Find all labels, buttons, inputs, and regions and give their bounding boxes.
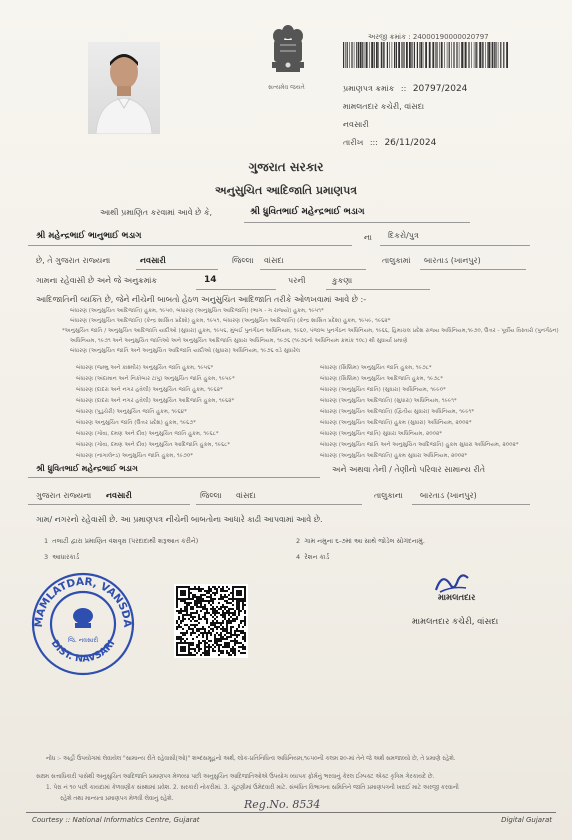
emblem-caption: સત્યમેવ જયતે — [268, 84, 305, 91]
intro-text: આથી પ્રમાણિત કરવામાં આવે છે કે, — [100, 208, 213, 217]
district-value: નવસારી — [140, 256, 166, 265]
issuing-district: નવસારી — [343, 120, 369, 129]
residence-village-value: બારતાડ (ખાનપુર) — [420, 491, 477, 500]
note-line: રહેશે તથા માન્યતા પ્રમાણપત્ર મેળવી લેવાનું રહેશે. — [60, 796, 174, 802]
applicant-photo — [88, 42, 160, 134]
government-title: ગુજરાત સરકાર — [248, 160, 324, 174]
relation-value: દિકરો/પુત્ર — [388, 231, 419, 240]
authority-office: મામલતદાર કચેરી, વાંસદા — [412, 617, 499, 627]
order-item: બંધારણ (પુડુચેરી) અનુસુચિત જાતિ હુકમ, ૧૯૬૪* — [76, 409, 187, 415]
note-text: નોંધ :- અહીં ઉપયોગમાં લેવાયેલ "સામાન્ય રીતે રહેવાસી(ઓ)" શબ્દસમૂહનો અર્થ, લોક-પ્રતિનિધિત્વ અધિનિયમ,૧૯૫૦ની કલમ ૨૦-માં તેને જે અર્થ સમજાવ્યો છે, તે પ્રમાણે રહેશે. — [46, 756, 456, 762]
authority-title: મામલતદાર — [438, 593, 476, 603]
basis-item: 4 રેશન કાર્ડ — [296, 553, 330, 561]
issuing-office: મામલતદાર કચેરી, વાંસદા — [343, 102, 425, 111]
order-item: બંધારણ (અનુસુચિત આદિજાતિ) (દ્વિતીય સુધારા) અધિનિયમ, ૧૯૯૧* — [320, 409, 475, 415]
residence-district-value: નવસારી — [106, 491, 132, 500]
order-item: બંધારણ (અંદામાન અને નિકોબાર ટાપુ) અનુસુચિત જાતિ હુકમ, ૧૯૫૯* — [76, 376, 235, 382]
order-item: બંધારણ (અનુસુચિત આદિજાતિ) હુકમ સુધારા અધિનિયમ, ૨૦૦૨* — [320, 453, 468, 459]
order-item: બંધારણ (અનુસુચિત જાતિ) સુધારા અધિનિયમ, ૨૦૦૨* — [320, 431, 443, 437]
basis-text: ગામ/ નગરનો રહેવાસી છે. આ પ્રમાણપત્ર નીચેની બાબતોના આધારે કાઢી આપવામાં આવે છે. — [36, 515, 323, 524]
order-item: બંધારણ (ગોવા, દમણ અને દીવ) અનુસુચિત જાતિ હુકમ, ૧૯૬૮* — [76, 431, 219, 437]
issue-date-label: તારીખ — [343, 138, 364, 147]
orders-left — [76, 365, 235, 464]
tribe-value: કુકણા — [332, 276, 353, 285]
residence-person-name: શ્રી ધ્રુવિતભાઈ મહેન્દ્રભાઈ ભડાગ — [36, 464, 138, 473]
resident-text: ગામના રહેવાસી છે અને જે અનુક્રમાંક — [36, 276, 158, 285]
residence-mid-text: અને અથવા તેની / તેણીનો પરિવાર સામાન્ય રીતે — [332, 465, 486, 474]
orders-right — [320, 365, 519, 464]
taluka-value: વાંસદા — [264, 256, 284, 265]
issue-date-value: 26/11/2024 — [384, 138, 437, 148]
note-line: 1. પેરા નં ૧૦ પછી કાયદામાં કેળવણીક સંસ્થામાં પ્રવેશ. 2. સરકારી નોકરીમાં. 3. ચૂંટણીમાં ઉમેદવારી માટે. સંબંધિત વિભાગના સમિતિને જાતિ પ્રમાણપત્રની ખરાઈ માટે અરજી કરવાની — [46, 785, 459, 791]
order-item: બંધારણ (નાગાલેન્ડ) અનુસુચિત જાતિ હુકમ, ૧૯૭૦* — [76, 453, 194, 459]
father-name: શ્રી મહેન્દ્રભાઈ ભાનુભાઈ ભડાગ — [36, 231, 142, 241]
district-label: જિલ્લા — [232, 256, 254, 265]
order-item: બંધારણ (સિક્કિમ) અનુસુચિત જાતિ હુકમ, ૧૯૭૮* — [320, 365, 432, 371]
basis-item: 3 આધારકાર્ડ — [44, 553, 80, 561]
serial-number: 14 — [204, 275, 217, 285]
handwritten-registration: Reg.No. 8534 — [244, 798, 321, 811]
issue-date: તારીખ ::: 26/11/2024 — [343, 138, 437, 148]
residence-taluka-value: વાંસદા — [236, 491, 256, 500]
order-item: બંધારણ (દાદરા અને નગર હવેલી) અનુસુચિત આદિજાતિ હુકમ, ૧૯૬૨* — [76, 398, 235, 404]
barcode — [343, 42, 511, 68]
orders-top — [62, 308, 559, 358]
taluka-label: તાલુકામાં — [382, 256, 411, 265]
certificate-number-label: પ્રમાણપત્ર ક્રમાંક — [343, 84, 395, 93]
order-item: બંધારણ (સિક્કિમ) અનુસુચિત આદિજાતિ હુકમ, ૧૯૭૮* — [320, 376, 444, 382]
footer-brand: Digital Gujarat — [501, 816, 552, 824]
seal-top-text: MAMLATDAR, VANSDA — [32, 575, 134, 628]
order-item: અધિનિયમ, ૧૯૭૧ અને અનુસુચિત જાતિઓ અને અનુસુચિત આદિજાતિ સુધારા અધિનિયમ, ૧૯૭૬ (૧૯૭૬નો અધિનિયમ ક્રમાંક ૧૦૮) થી સુધાર્યા પ્રમાણે — [70, 338, 408, 344]
request-number — [368, 33, 489, 42]
order-item: બંધારણ (અનુસુચિત આદિજાતિ) હુકમ (સુધારા) અધિનિયમ, ૨૦૦૨* — [320, 420, 472, 426]
state-text: છે, તે ગુજરાત રાજ્યના — [36, 256, 111, 265]
footer-courtesy: Courtesy :: National Informatics Centre, Gujarat — [32, 816, 200, 824]
order-item: *અનુસુચિત જાતિ / અનુસુચિત આદિજાતિ યાદીઓ (સુધારા) હુકમ, ૧૯૫૬, મુંબઈ પુનર્ગઠન અધિનિયમ, ૧૯૬૦, પંજાબ પુનર્ગઠન અધિનિયમ, ૧૯૬૬, હિમાચલ પ્રદેશ રાજ્ય અધિનિયમ,૧૯૭૦, ઉત્તર - પૂર્વીય વિસ્તારો (પુનર્ગઠન) — [62, 328, 559, 334]
order-item: બંધારણ (જમ્મુ અને કાશ્મીર) અનુસુચિત જાતિ હુકમ, ૧૯૫૬* — [76, 365, 214, 371]
tribe-label: પરની — [288, 276, 306, 285]
certificate-number: પ્રમાણપત્ર ક્રમાંક :: 20797/2024 — [343, 84, 468, 94]
na-label: ના — [364, 233, 372, 242]
applicant-name: શ્રી ધ્રુવિતભાઈ મહેન્દ્રભાઈ ભડાગ — [250, 207, 365, 217]
request-number-value: 24000190000020797 — [412, 33, 489, 41]
residence-taluka-label: તાલુકાના — [374, 491, 403, 500]
request-number-label: અરજી ક્રમાંક : — [368, 33, 411, 41]
basis-item: 2 ગામ નમુના ૬-૭માં આ સાથે જોડેલ સોગંદનામું. — [296, 537, 425, 545]
residence-state-text: ગુજરાત રાજ્યના — [36, 491, 92, 500]
note-line: સક્ષમ સત્તાધિકારી પાસેથી અનુસુચિત આદિજાતિ પ્રમાણપત્ર મેળવ્યા પછી અનુસુચિત આદિજાતિઓએ ઉપયોગ વ્યાપક ફોર્મનું ભરવાનું કેરલ ઈમ્પક્ટ એક્ટ કૃત્રિમ ગેરકાયદે છે. — [36, 774, 435, 780]
order-item: બંધારણ (અનુસુચિત જાતિ અને અનુસુચિત આદિજાતિ યાદીઓ (સુધારા) અધિનિયમ, ૧૯૭૬ વડે સુધારેલ — [70, 348, 301, 354]
footer — [26, 812, 556, 824]
residence-district-label: જિલ્લા — [200, 491, 222, 500]
order-item: બંધારણ (અનુસુચિત આદિજાતિ) હુકમ, ૧૯૫૦, બંધારણ (અનુસુચિત આદિજાતિ) (ભાગ - ગ રાજ્યો) હુકમ, ૧૯૫૧* — [70, 308, 324, 314]
seal-center-text: જિ. નવસારી — [67, 637, 99, 644]
village-value: બારતાડ (ખાનપુર) — [424, 256, 481, 265]
recognized-text: આદિજાતિની વ્યક્તિ છે, જેને નીચેની બાબતો હેઠળ અનુસુચિત આદિજાતિ તરીકે ઓળખવામાં આવે છે :- — [36, 295, 367, 304]
order-item: બંધારણ (અનુસુચિત આદિજાતિ) (સુધારા) અધિનિયમ, ૧૯૯૧* — [320, 398, 457, 404]
national-emblem-icon — [266, 22, 310, 86]
order-item: બંધારણ (દાદરા અને નગર હવેલી) અનુસુચિત જાતિ હુકમ, ૧૯૬૨* — [76, 387, 223, 393]
order-item: બંધારણ (અનુસુચિત આદિજાતિ) (કેન્દ્ર શાસિત પ્રદેશો) હુકમ, ૧૯૫૧, બંધારણ (અનુસુચિત આદિજાતિ) (કેન્દ્ર શાસિત પ્રદેશ) હુકમ, ૧૯૫૯, ૧૯૬૨* — [70, 318, 391, 324]
certificate-title: અનુસુચિત આદિજાતિ પ્રમાણપત્ર — [214, 184, 358, 197]
qr-code — [174, 584, 248, 658]
basis-item: 1 તલાટી દ્વારા પ્રમાણિત વંશવૃક્ષ (પરદાદાથી શરૂઆત કરીને) — [44, 537, 199, 545]
order-item: બંધારણ અનુસુચિત જાતિ (ઉત્તર પ્રદેશ) હુકમ, ૧૯૬૭* — [76, 420, 196, 426]
order-item: બંધારણ (અનુસુચિત જાતિ અને અનુસુચિત આદિજાતિ) હુકમ સુધારા અધિનિયમ, ૨૦૦૨* — [320, 442, 519, 448]
order-item: બંધારણ (ગોવા, દમણ અને દીવ) અનુસુચિત આદિજાતિ હુકમ, ૧૯૬૮* — [76, 442, 231, 448]
mamlatdar-seal — [28, 568, 138, 678]
seal-bottom-text: DIST. NAVSARI — [48, 638, 118, 665]
order-item: બંધારણ (અનુસુચિત જાતિ) (સુધારા) અધિનિયમ, ૧૯૯૦* — [320, 387, 446, 393]
certificate-number-value: 20797/2024 — [412, 84, 468, 94]
